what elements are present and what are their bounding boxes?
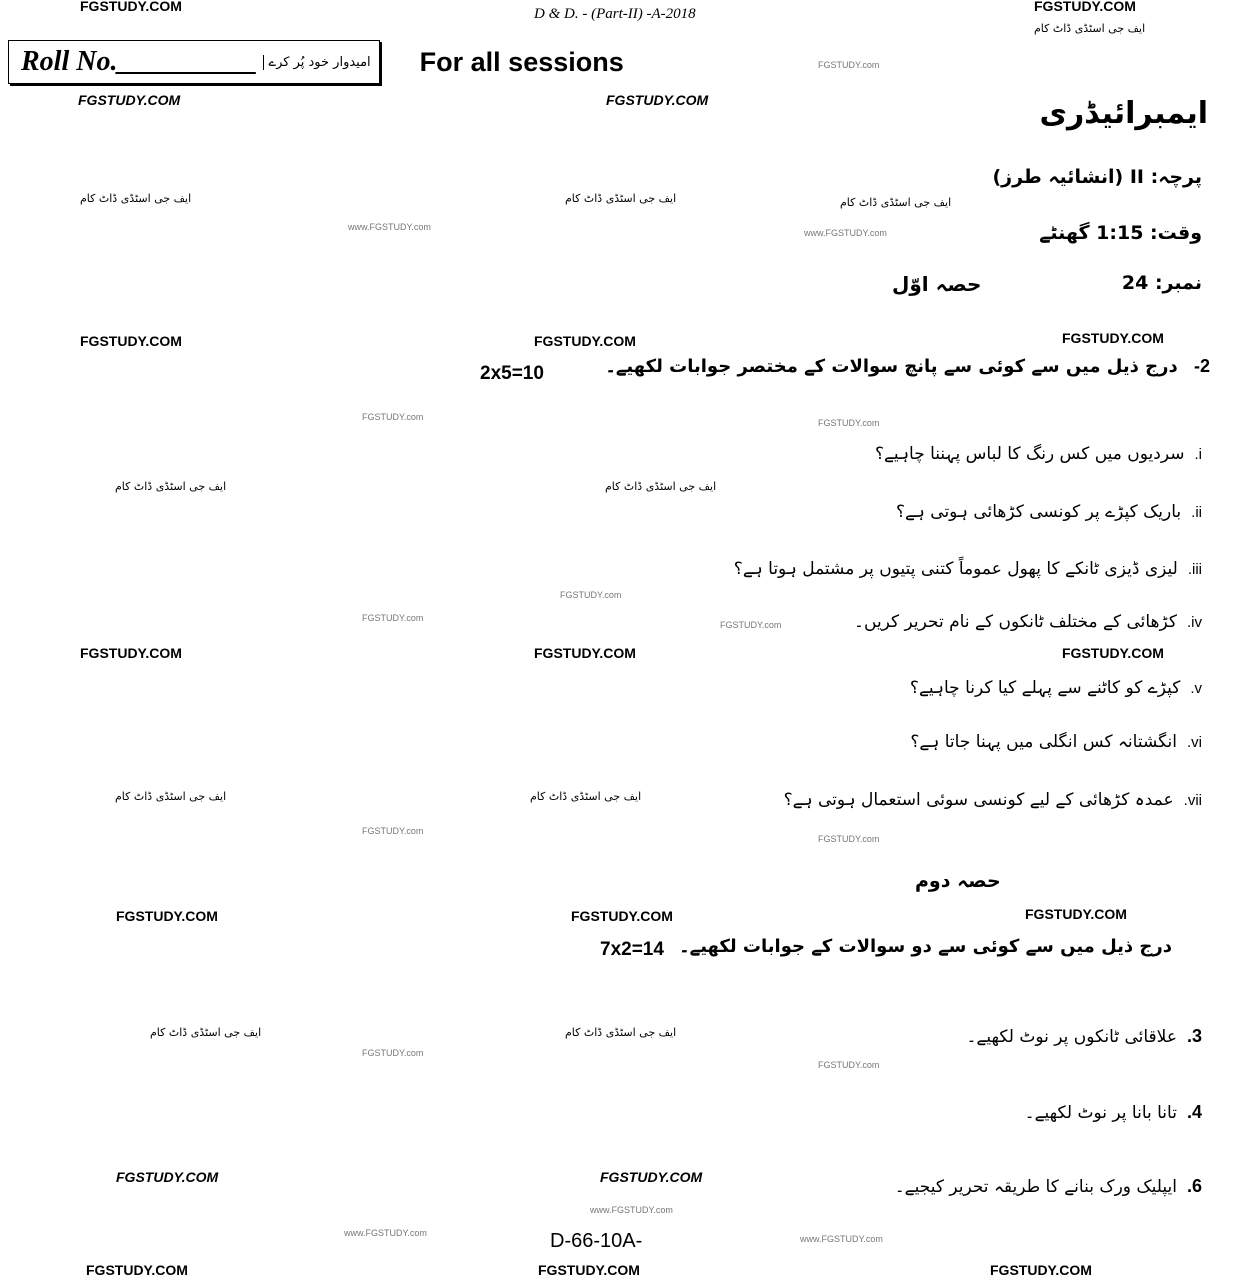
marks-label: نمبر: 24 — [1121, 272, 1202, 294]
watermark: FGSTUDY.COM — [534, 333, 636, 349]
watermark: FGSTUDY.COM — [1025, 906, 1127, 922]
watermark: FGSTUDY.COM — [80, 333, 182, 349]
watermark-urdu: ایف جی اسٹڈی ڈاٹ کام — [150, 1026, 262, 1039]
instruction-text: درج ذیل میں سے کوئی سے پانچ سوالات کے مختصر جوابات لکھیے۔ — [605, 356, 1178, 377]
watermark: FGSTUDY.com — [818, 1060, 880, 1070]
watermark: FGSTUDY.COM — [600, 1169, 703, 1185]
watermark: FGSTUDY.COM — [534, 645, 636, 661]
watermark: FGSTUDY.com — [362, 412, 424, 422]
watermark: FGSTUDY.COM — [571, 908, 673, 924]
question-item: iii.لیزی ڈیزی ٹانکے کا پھول عموماً کتنی پتیوں پر مشتمل ہوتا ہے؟ — [733, 559, 1202, 579]
watermark: FGSTUDY.com — [720, 620, 782, 630]
watermark: www.FGSTUDY.com — [804, 228, 887, 238]
watermark: FGSTUDY.COM — [1062, 330, 1164, 346]
question-item: v.کپڑے کو کاٹنے سے پہلے کیا کرنا چاہیے؟ — [909, 678, 1202, 698]
question-item: ii.باریک کپڑے پر کونسی کڑھائی ہوتی ہے؟ — [895, 502, 1202, 522]
watermark-urdu: ایف جی اسٹڈی ڈاٹ کام — [115, 790, 227, 803]
watermark: FGSTUDY.com — [560, 590, 622, 600]
subject-title: ایمبرائیڈری — [1039, 96, 1208, 131]
question-item: vii.عمدہ کڑھائی کے لیے کونسی سوئی استعمال ہوتی ہے؟ — [783, 790, 1202, 810]
watermark: FGSTUDY.COM — [86, 1262, 188, 1278]
section-2-title: حصہ دوم — [915, 870, 1001, 892]
question-item: 3.علاقائی ٹانکوں پر نوٹ لکھیے۔ — [966, 1026, 1202, 1047]
watermark: FGSTUDY.com — [818, 834, 880, 844]
question-item: iv.کڑھائی کے مختلف ٹانکوں کے نام تحریر کریں۔ — [854, 612, 1202, 632]
watermark-urdu: ایف جی اسٹڈی ڈاٹ کام — [605, 480, 717, 493]
watermark: FGSTUDY.com — [818, 60, 880, 70]
watermark: FGSTUDY.COM — [116, 1169, 219, 1185]
question-item: vi.انگشتانہ کس انگلی میں پہنا جاتا ہے؟ — [910, 732, 1202, 752]
watermark: FGSTUDY.COM — [606, 92, 709, 108]
watermark: www.FGSTUDY.com — [348, 222, 431, 232]
paper-label: پرچہ: II (انشائیہ طرز) — [992, 166, 1202, 188]
section-1-score: 2x5=10 — [480, 363, 544, 384]
watermark-urdu: ایف جی اسٹڈی ڈاٹ کام — [1034, 22, 1146, 35]
watermark: www.FGSTUDY.com — [590, 1205, 673, 1215]
question-item: i.سردیوں میں کس رنگ کا لباس پہننا چاہیے؟ — [874, 444, 1202, 464]
watermark: FGSTUDY.COM — [80, 645, 182, 661]
watermark: FGSTUDY.com — [362, 1048, 424, 1058]
question-number: 2- — [1193, 356, 1210, 376]
watermark: FGSTUDY.com — [362, 826, 424, 836]
watermark-urdu: ایف جی اسٹڈی ڈاٹ کام — [530, 790, 642, 803]
sessions-label: For all sessions — [419, 46, 624, 77]
section-1-title: حصہ اوّل — [892, 272, 982, 296]
section-2-score: 7x2=14 — [600, 939, 664, 960]
question-item: 4.تانا بانا پر نوٹ لکھیے۔ — [1024, 1102, 1202, 1123]
section-2-instruction: درج ذیل میں سے کوئی سے دو سوالات کے جوابات لکھیے۔ — [679, 936, 1172, 957]
time-label: وقت: 1:15 گھنٹے — [1039, 222, 1202, 244]
watermark-urdu: ایف جی اسٹڈی ڈاٹ کام — [840, 196, 952, 209]
watermark: FGSTUDY.COM — [538, 1262, 640, 1278]
paper-code: D & D. - (Part-II) -A-2018 — [534, 6, 696, 22]
watermark-urdu: ایف جی اسٹڈی ڈاٹ کام — [80, 192, 192, 205]
roll-number-instruction: امیدوار خود پُر کرے — [263, 55, 370, 70]
watermark: FGSTUDY.COM — [1034, 0, 1136, 14]
watermark: FGSTUDY.com — [818, 418, 880, 428]
roll-number-box[interactable] — [8, 40, 380, 84]
question-item: 6.ایپلیک ورک بنانے کا طریقہ تحریر کیجیے۔ — [894, 1176, 1202, 1197]
header-row — [8, 40, 624, 84]
watermark: www.FGSTUDY.com — [800, 1234, 883, 1244]
watermark-urdu: ایف جی اسٹڈی ڈاٹ کام — [115, 480, 227, 493]
question-2-instruction — [605, 356, 1210, 377]
watermark-urdu: ایف جی اسٹڈی ڈاٹ کام — [565, 1026, 677, 1039]
watermark: FGSTUDY.COM — [78, 92, 181, 108]
footer-code: D-66-10A- — [550, 1230, 643, 1252]
watermark: FGSTUDY.COM — [1062, 645, 1164, 661]
watermark: FGSTUDY.COM — [80, 0, 182, 14]
watermark: www.FGSTUDY.com — [344, 1228, 427, 1238]
watermark: FGSTUDY.COM — [990, 1262, 1092, 1278]
watermark-urdu: ایف جی اسٹڈی ڈاٹ کام — [565, 192, 677, 205]
roll-number-label: Roll No.__________ — [21, 46, 258, 77]
watermark: FGSTUDY.COM — [116, 908, 218, 924]
watermark: FGSTUDY.com — [362, 613, 424, 623]
